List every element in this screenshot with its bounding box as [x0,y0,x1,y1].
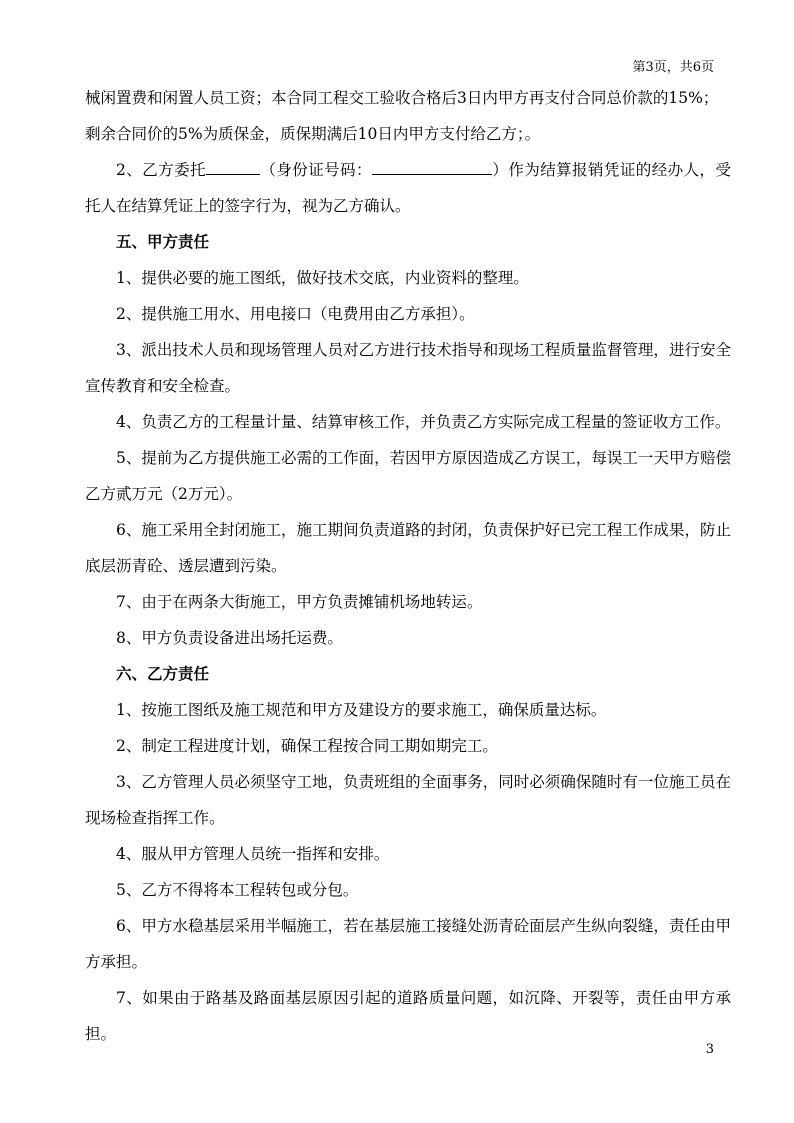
agent-clause-end: ）作为结算报销凭证的经办人，受托人在结算凭证上的签字行为，视为乙方确认。 [85,161,731,215]
page-info-header: 第3页，共6页 [632,60,714,75]
list-item: 7、如果由于路基及路面基层原因引起的道路质量问题，如沉降、开裂等，责任由甲方承担。 [85,989,731,1043]
paragraph-payment-line1: 械闲置费和闲置人员工资；本合同工程交工验收合格后3日内甲方再支付合同总价款的15%； [85,89,719,107]
list-item: 4、服从甲方管理人员统一指挥和安排。 [116,845,390,863]
paragraph-payment-line2: 剩余合同价的5%为质保金，质保期满后10日内甲方支付给乙方；。 [85,125,541,143]
list-item: 4、负责乙方的工程量计量、结算审核工作，并负责乙方实际完成工程量的签证收方工作。 [116,413,731,431]
section-heading-party-a: 五、甲方责任 [116,232,210,251]
list-item: 1、按施工图纸及施工规范和甲方及建设方的要求施工，确保质量达标。 [116,701,607,719]
page-number: 3 [705,1042,714,1057]
section-heading-party-b: 六、乙方责任 [116,664,210,683]
list-item: 5、提前为乙方提供施工必需的工作面，若因甲方原因造成乙方误工，每误工一天甲方赔偿乙方贰万元（2万元）。 [85,449,731,503]
list-item: 3、乙方管理人员必须坚守工地，负责班组的全面事务，同时必须确保随时有一位施工员在现场检查指挥工作。 [85,773,731,827]
agent-clause-id: （身份证号码： [259,161,372,179]
document-body [85,80,731,1052]
agent-clause-start: 2、乙方委托 [116,161,206,179]
agent-name-blank [206,156,260,175]
list-item: 6、施工采用全封闭施工，施工期间负责道路的封闭，负责保护好已完工程工作成果，防止底层沥青砼、透层遭到污染。 [85,521,731,575]
paragraph-agent-clause [85,152,731,224]
list-item: 2、提供施工用水、用电接口（电费用由乙方承担）。 [116,305,475,323]
list-item: 1、提供必要的施工图纸，做好技术交底，内业资料的整理。 [116,269,529,287]
list-item: 3、派出技术人员和现场管理人员对乙方进行技术指导和现场工程质量监督管理，进行安全宣传教育和安全检查。 [85,341,731,395]
id-number-blank [372,156,492,175]
list-item: 2、制定工程进度计划，确保工程按合同工期如期完工。 [116,737,498,755]
list-item: 6、甲方水稳基层采用半幅施工，若在基层施工接缝处沥青砼面层产生纵向裂缝，责任由甲方承担。 [85,917,731,971]
list-item: 7、由于在两条大街施工，甲方负责摊铺机场地转运。 [116,593,483,611]
list-item: 5、乙方不得将本工程转包或分包。 [116,881,359,899]
list-item: 8、甲方负责设备进出场托运费。 [116,629,343,647]
